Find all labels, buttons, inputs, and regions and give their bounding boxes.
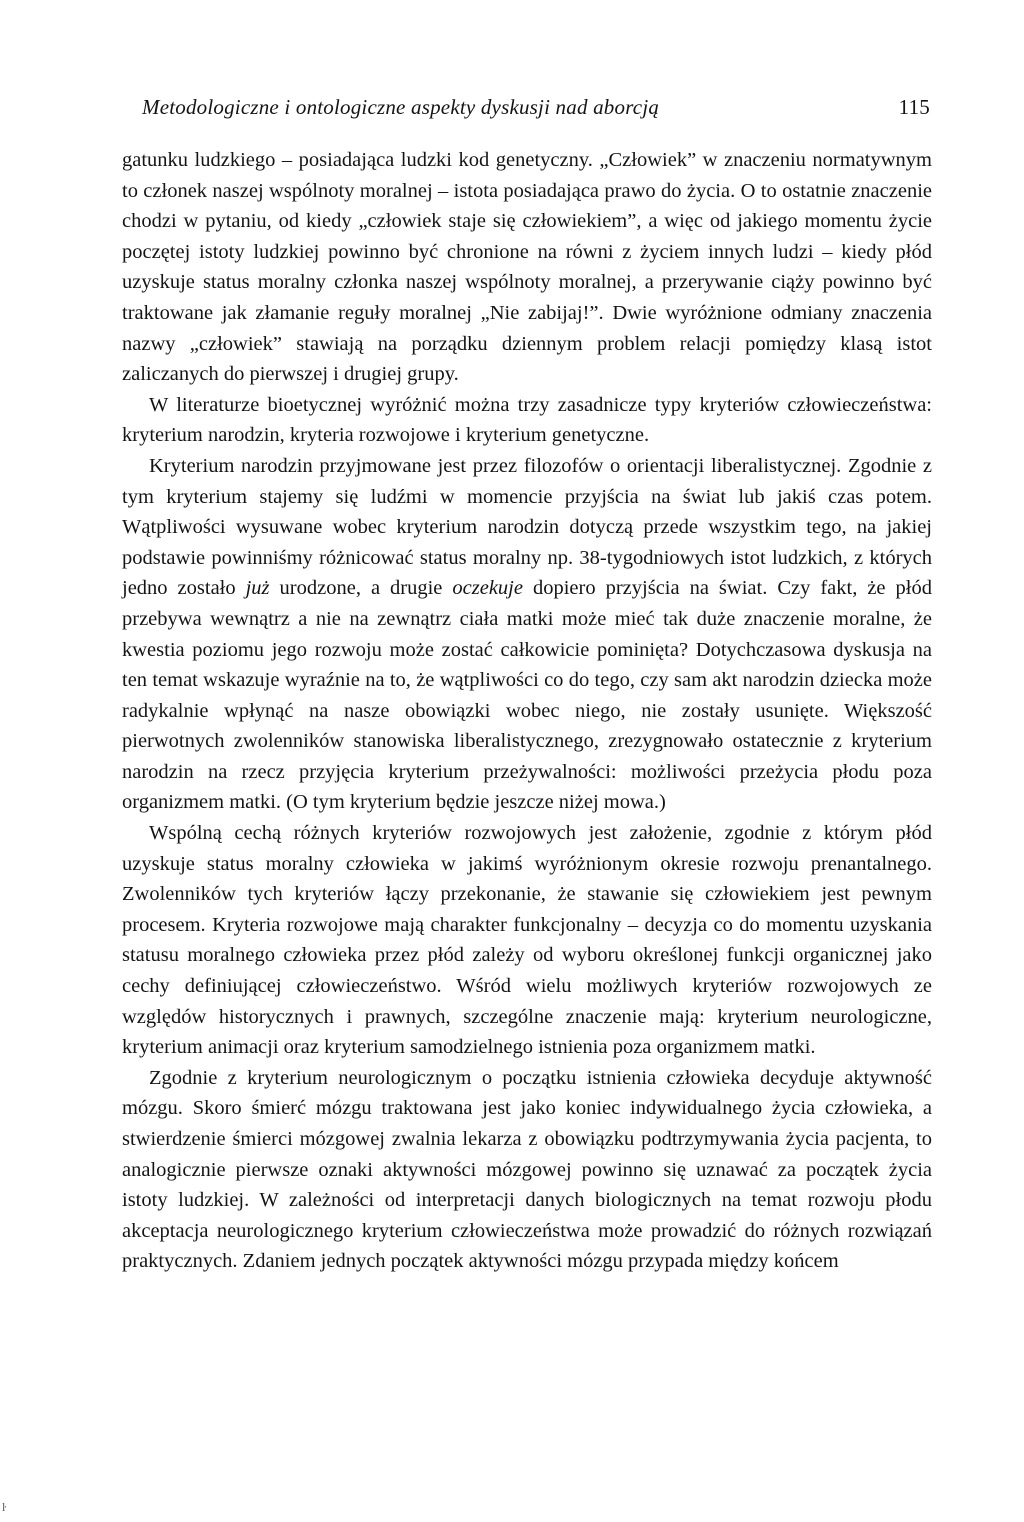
document-page xyxy=(122,95,932,1277)
paragraph-1 xyxy=(122,145,932,390)
italic-segment: oczekuje xyxy=(452,577,523,600)
text-segment: Zgodnie z kryterium neurologicznym o początku istnienia człowieka decyduje aktywność mózgu. Skoro śmierć mózgu traktowana jest jako koniec indywidualnego życia człowieka, a stwierdzenie śmierci mózgowej zwalnia lekarza z obowiązku podtrzymywania życia pacjenta, to analogicznie pierwsze oznaki aktywności mózgowej powinno się uznawać za początek życia istoty ludzkiej. W zależności od interpretacji danych biologicznych na temat rozwoju płodu akceptacja neurologicznego kryterium człowieczeństwa może prowadzić do różnych rozwiązań praktycznych. Zdaniem jednych początek aktywności mózgu przypada między końcem xyxy=(122,1066,932,1273)
body-text xyxy=(122,145,932,1277)
text-segment: urodzone, a drugie xyxy=(269,577,453,600)
paragraph-5 xyxy=(122,1063,932,1277)
text-segment: Wspólną cechą różnych kryteriów rozwojowych jest założenie, zgodnie z którym płód uzyskuje status moralny człowieka w jakimś wyróżnionym okresie rozwoju prenantalnego. Zwolenników tych kryteriów łączy przekonanie, że stawanie się człowiekiem jest pewnym procesem. Kryteria rozwojowe mają charakter funkcjonalny – decyzja co do momentu uzyskania statusu moralnego człowieka przez płód zależy od wyboru określonej funkcji organicznej jako cechy definiującej człowieczeństwo. Wśród wielu możliwych kryteriów rozwojowych ze względów historycznych i prawnych, szczególne znaczenie mają: kryterium neurologiczne, kryterium animacji oraz kryterium samodzielnego istnienia poza organizmem matki. xyxy=(122,822,932,1059)
italic-segment: już xyxy=(245,577,270,600)
text-segment: W literaturze bioetycznej wyróżnić można trzy zasadnicze typy kryteriów człowieczeństwa: kryterium narodzin, kryteria rozwojowe i kryterium genetyczne. xyxy=(122,393,932,447)
text-segment: gatunku ludzkiego – posiadająca ludzki kod genetyczny. „Człowiek” w znaczeniu normatywnym to członek naszej wspólnoty moralnej – istota posiadająca prawo do życia. O to ostatnie znaczenie chodzi w pytaniu, od kiedy „człowiek staje się człowiekiem”, a więc od jakiego momentu życie poczętej istoty ludzkiej powinno być chronione na równi z życiem innych ludzi – kiedy płód uzyskuje status moralny członka naszej wspólnoty moralnej, a przerywanie ciąży powinno być traktowane jak złamanie reguły moralnej „Nie zabijaj!”. Dwie wyróżnione odmiany znaczenia nazwy „człowiek” stawiają na porządku dziennym problem relacji pomiędzy klasą istot zaliczanych do pierwszej i drugiej grupy. xyxy=(122,149,932,386)
paragraph-2 xyxy=(122,390,932,451)
paragraph-3 xyxy=(122,451,932,818)
page-number: 115 xyxy=(898,95,930,119)
running-header xyxy=(122,95,932,145)
running-title: Metodologiczne i ontologiczne aspekty dyskusji nad aborcją xyxy=(142,95,660,119)
text-segment: dopiero przyjścia na świat. Czy fakt, że płód przebywa wewnątrz a nie na zewnątrz ciała matki może mieć tak duże znaczenie moralne, że kwestia poziomu jego rozwoju może zostać całkowicie pominięta? Dotychczasowa dyskusja na ten temat wskazuje wyraźnie na to, że wątpliwości co do tego, czy sam akt narodzin dziecka może radykalnie wpłynąć na nasze obowiązki wobec niego, nie zostały usunięte. Większość pierwotnych zwolenników stanowiska liberalistycznego, zrezygnowało ostatecznie z kryterium narodzin na rzecz przyjęcia kryterium przeżywalności: możliwości przeżycia płodu poza organizmem matki. (O tym kryterium będzie jeszcze niżej mowa.) xyxy=(122,577,932,814)
margin-mark: ŀ xyxy=(2,1500,7,1514)
paragraph-4 xyxy=(122,818,932,1063)
text-segment: Kryterium narodzin przyjmowane jest przez filozofów o orientacji liberalistycznej. Zgodnie z tym kryterium stajemy się ludźmi w momencie przyjścia na świat lub jakiś czas potem. Wątpliwości wysuwane wobec kryterium narodzin dotyczą przede wszystkim tego, na jakiej podstawie powinniśmy różnicować status moralny np. 38-tygodniowych istot ludzkich, z których jedno zostało xyxy=(122,454,932,600)
